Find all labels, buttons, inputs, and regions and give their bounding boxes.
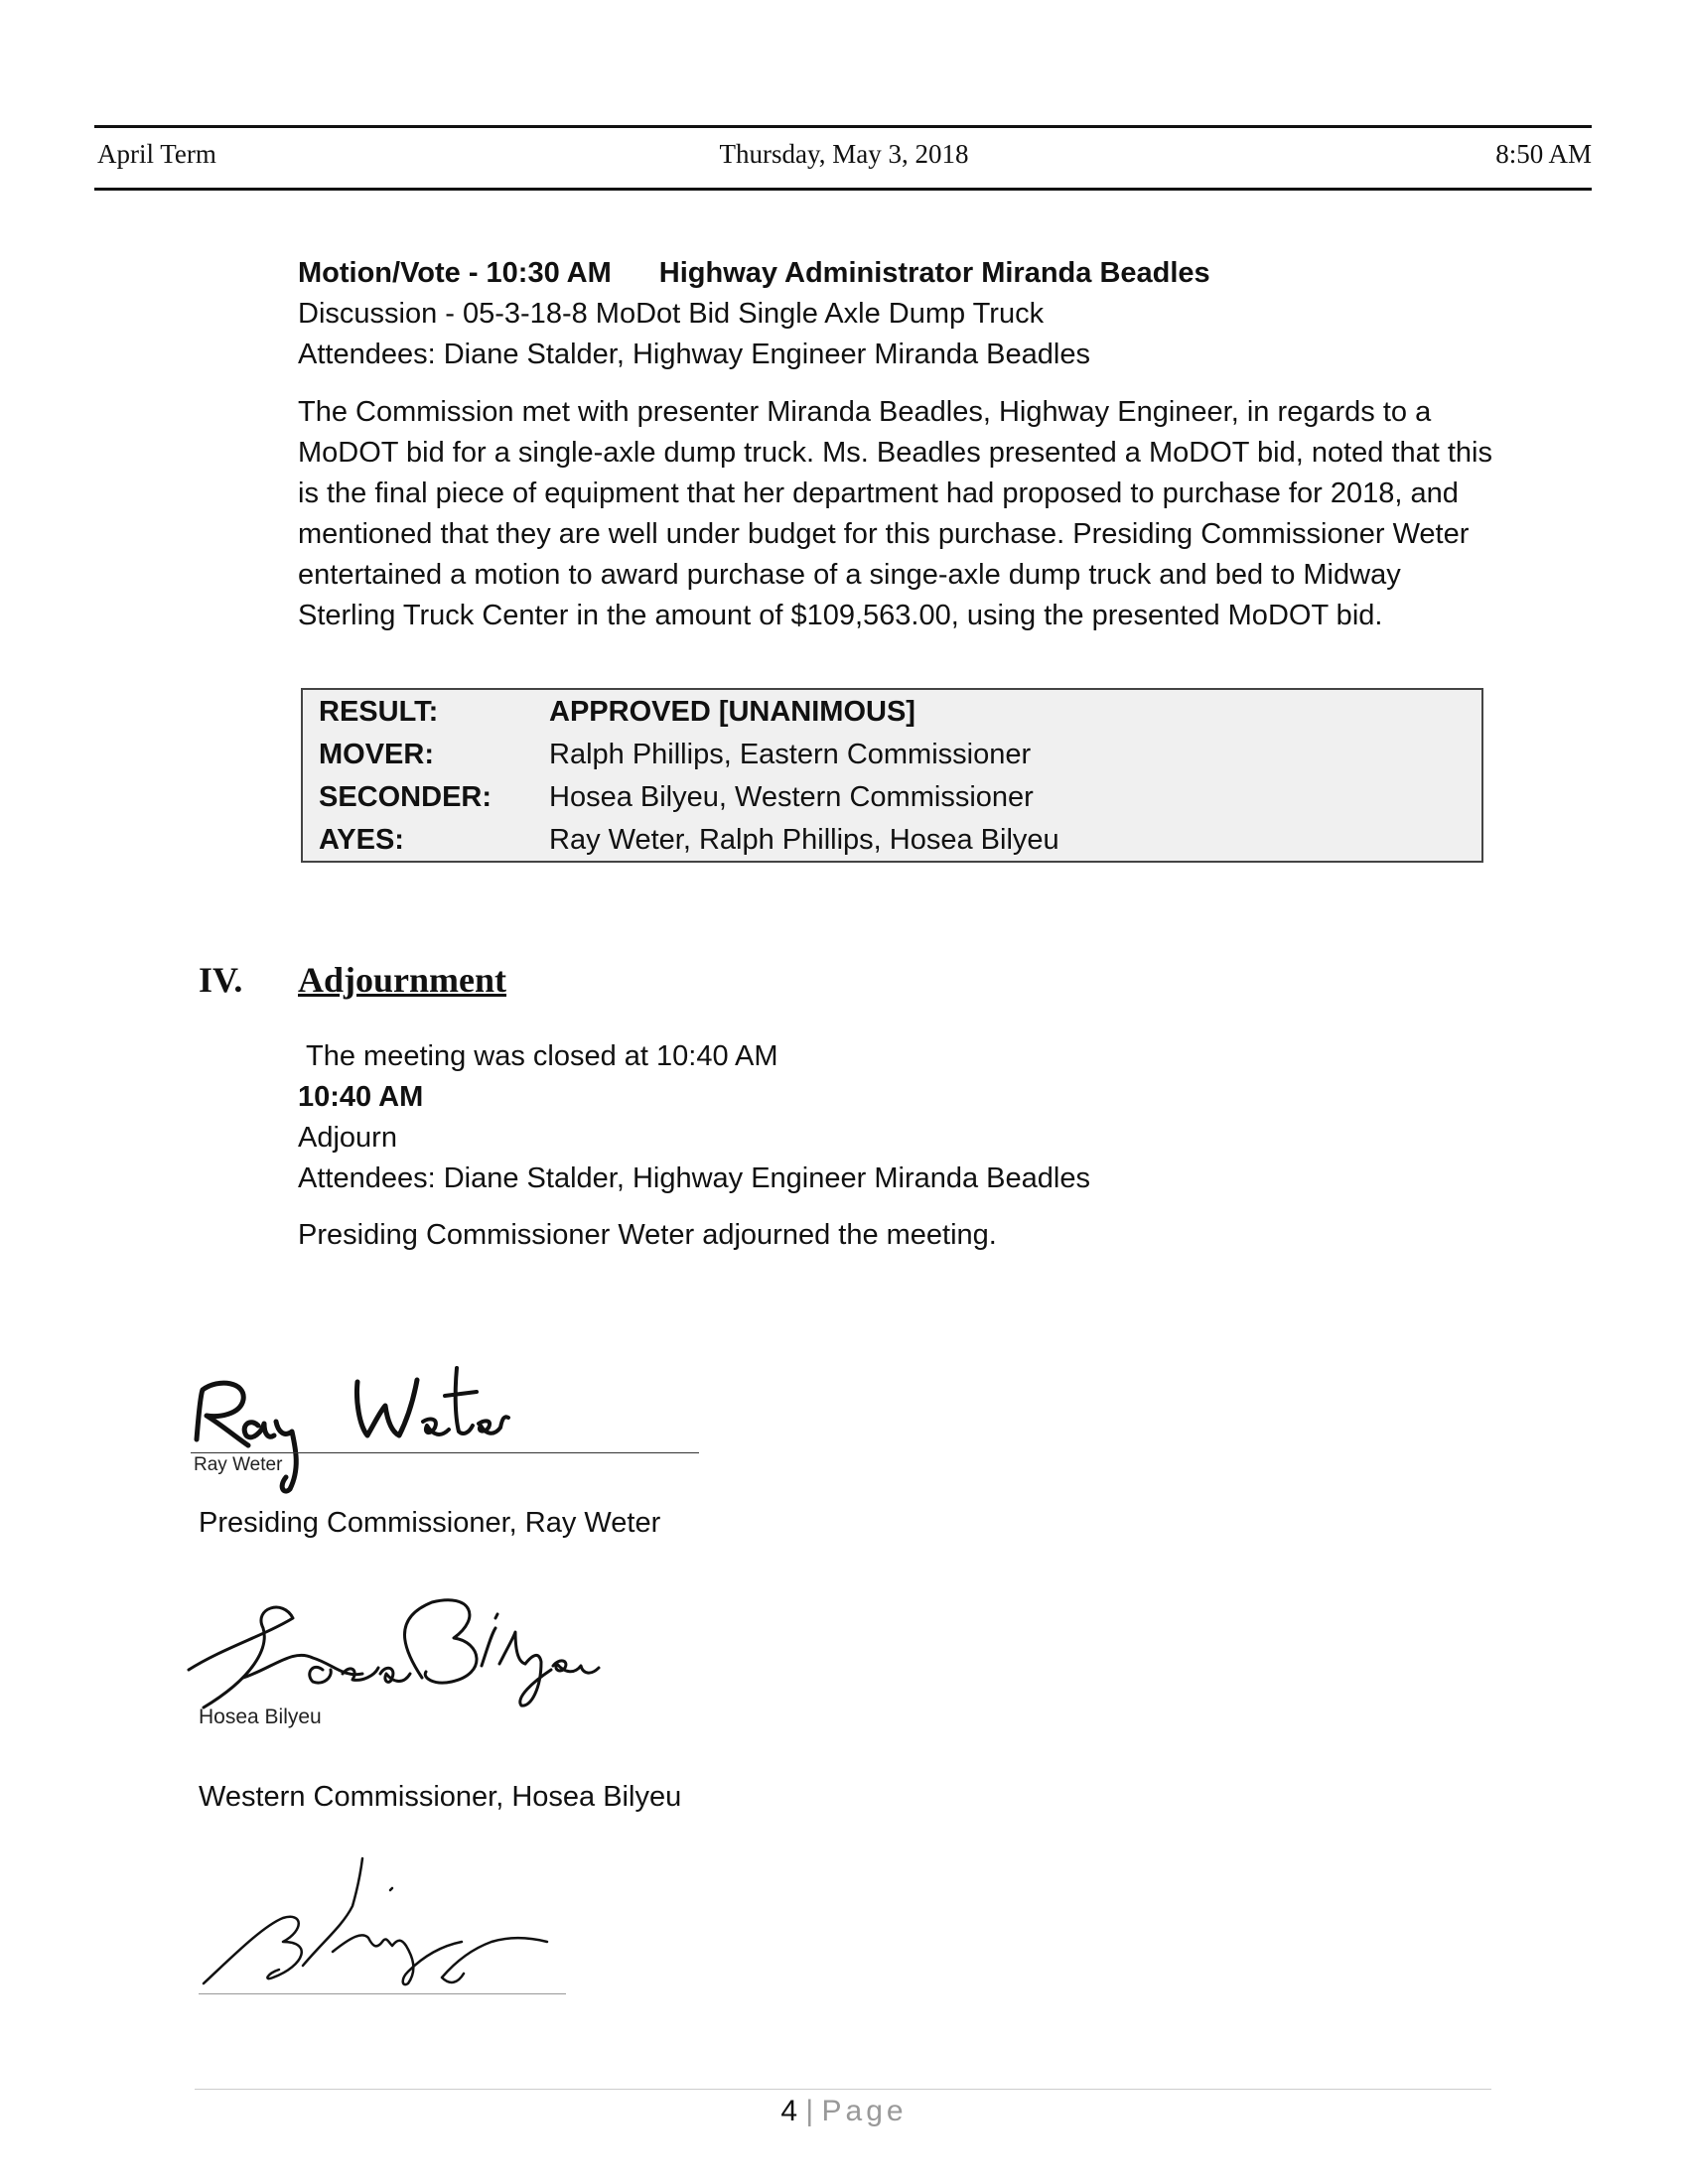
signature-ralph-phillips (194, 1846, 571, 2005)
page-footer (0, 2095, 1688, 2128)
signature-printed-name: Ray Weter (194, 1454, 283, 1475)
signature-line (191, 1452, 699, 1453)
header-date: Thursday, May 3, 2018 (719, 139, 969, 169)
section-title: Adjournment (298, 960, 507, 1000)
page-separator: | (805, 2095, 814, 2127)
vote-value: APPROVED [UNANIMOUS] (549, 696, 915, 728)
signer-role: Western Commissioner, Hosea Bilyeu (199, 1781, 682, 1813)
vote-row-result (319, 692, 915, 733)
motion-block (298, 253, 1210, 375)
signature-line (199, 1993, 566, 1994)
adjournment-paragraph: Presiding Commissioner Weter adjourned the meeting. (298, 1219, 997, 1251)
vote-label: AYES: (319, 824, 404, 856)
adjournment-closed: The meeting was closed at 10:40 AM (306, 1040, 778, 1072)
vote-value: Ralph Phillips, Eastern Commissioner (549, 739, 1032, 770)
vote-results-box (301, 688, 1483, 863)
section-number: IV. (199, 960, 243, 1000)
vote-value: Ray Weter, Ralph Phillips, Hosea Bilyeu (549, 824, 1059, 856)
header-bottom-rule (94, 188, 1592, 191)
footer-rule (195, 2089, 1491, 2090)
signer-role: Presiding Commissioner, Ray Weter (199, 1507, 661, 1539)
page-word: Page (821, 2095, 908, 2127)
vote-label: SECONDER: (319, 781, 492, 813)
signature-printed-name: Hosea Bilyeu (199, 1706, 322, 1728)
motion-title (298, 253, 1210, 294)
vote-row-seconder (319, 777, 1034, 818)
motion-title-right: Highway Administrator Miranda Beadles (658, 257, 1210, 289)
adjournment-item: Adjourn (298, 1122, 397, 1154)
motion-title-left: Motion/Vote - 10:30 AM (298, 257, 612, 289)
header-top-rule (94, 125, 1592, 128)
motion-attendees: Attendees: Diane Stalder, Highway Engineer Miranda Beadles (298, 339, 1090, 370)
vote-value: Hosea Bilyeu, Western Commissioner (549, 781, 1034, 813)
signature-ray-weter (189, 1360, 516, 1499)
vote-label: MOVER: (319, 739, 434, 770)
adjournment-block (298, 1036, 1090, 1199)
motion-discussion: Discussion - 05-3-18-8 MoDot Bid Single Axle Dump Truck (298, 298, 1045, 330)
page-number: 4 (780, 2095, 798, 2127)
vote-row-mover (319, 735, 1031, 775)
vote-row-ayes (319, 820, 1059, 861)
header-term: April Term (97, 139, 216, 169)
header-time: 8:50 AM (1495, 139, 1592, 169)
motion-paragraph: The Commission met with presenter Miranda Beadles, Highway Engineer, in regards to a MoDOT bid for a single-axle dump truck. Ms. Beadles presented a MoDOT bid, noted that this is the final piece of equipment that her department had proposed to purchase for 2018, and mentioned that they are well under budget for this purchase. Presiding Commissioner Weter entertained a motion to award purchase of a singe-axle dump truck and bed to Midway Sterling Truck Center in the amount of $109,563.00, using the presented MoDOT bid. (298, 396, 1493, 631)
adjournment-time: 10:40 AM (298, 1081, 424, 1113)
adjournment-attendees: Attendees: Diane Stalder, Highway Engineer Miranda Beadles (298, 1162, 1090, 1194)
vote-label: RESULT: (319, 696, 439, 728)
